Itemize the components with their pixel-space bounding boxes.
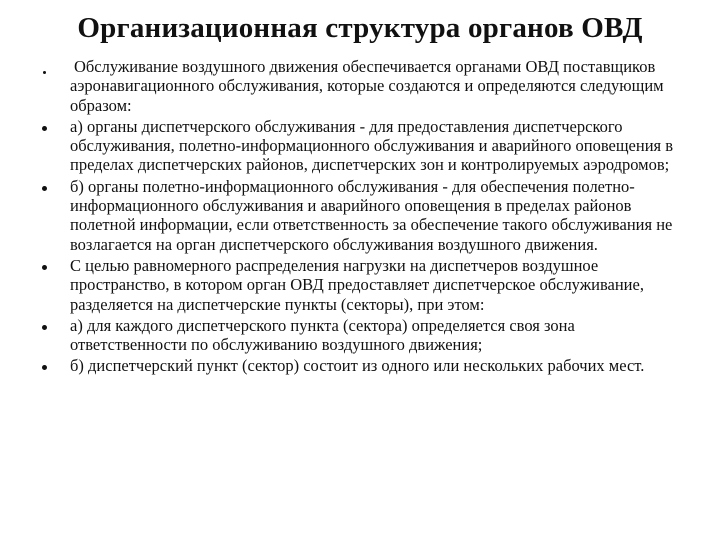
- bullet-icon: [42, 365, 47, 370]
- bullet-icon: [43, 71, 46, 74]
- bullet-text: б) диспетчерский пункт (сектор) состоит из одного или нескольких рабочих мест.: [70, 356, 645, 376]
- bullet-icon: [42, 126, 47, 131]
- bullet-item: [36, 256, 686, 314]
- bullet-item: [36, 57, 686, 115]
- slide-title: Организационная структура органов ОВД: [77, 12, 643, 44]
- bullet-text: а) для каждого диспетчерского пункта (сектора) определяется своя зона ответственности по обслуживанию воздушного движения;: [70, 315, 575, 355]
- bullet-item: [36, 316, 686, 355]
- bullet-icon: [42, 186, 47, 191]
- bullet-text: б) органы полетно-информационного обслуживания - для обеспечения полетно-информационного обслуживания и аварийного оповещения в пределах районов полетной информации, если ответственность за обеспечение такого обслуживания не возлагается на орган диспетчерского обслуживания воздушного движения.: [70, 176, 673, 254]
- bullet-icon: [42, 265, 47, 270]
- bullet-item: [36, 177, 686, 254]
- bullet-text: а) органы диспетчерского обслуживания - для предоставления диспетчерского обслуживания, полетно-информационного обслуживания и аварийного оповещения в пределах диспетчерских районов, диспетчерских зон и контролируемых аэродромов;: [70, 116, 674, 175]
- bullet-text: С целью равномерного распределения нагрузки на диспетчеров воздушное пространство, в котором орган ОВД предоставляет диспетчерское обслуживание, разделяется на диспетчерские пункты (секторы), при этом:: [70, 255, 644, 314]
- bullet-item: [36, 356, 686, 375]
- bullet-list: [36, 57, 686, 376]
- bullet-item: [36, 117, 686, 175]
- bullet-text: Обслуживание воздушного движения обеспечивается органами ОВД поставщиков аэронавигационного обслуживания, которые создаются и определяются следующим образом:: [70, 57, 664, 115]
- bullet-icon: [42, 325, 47, 330]
